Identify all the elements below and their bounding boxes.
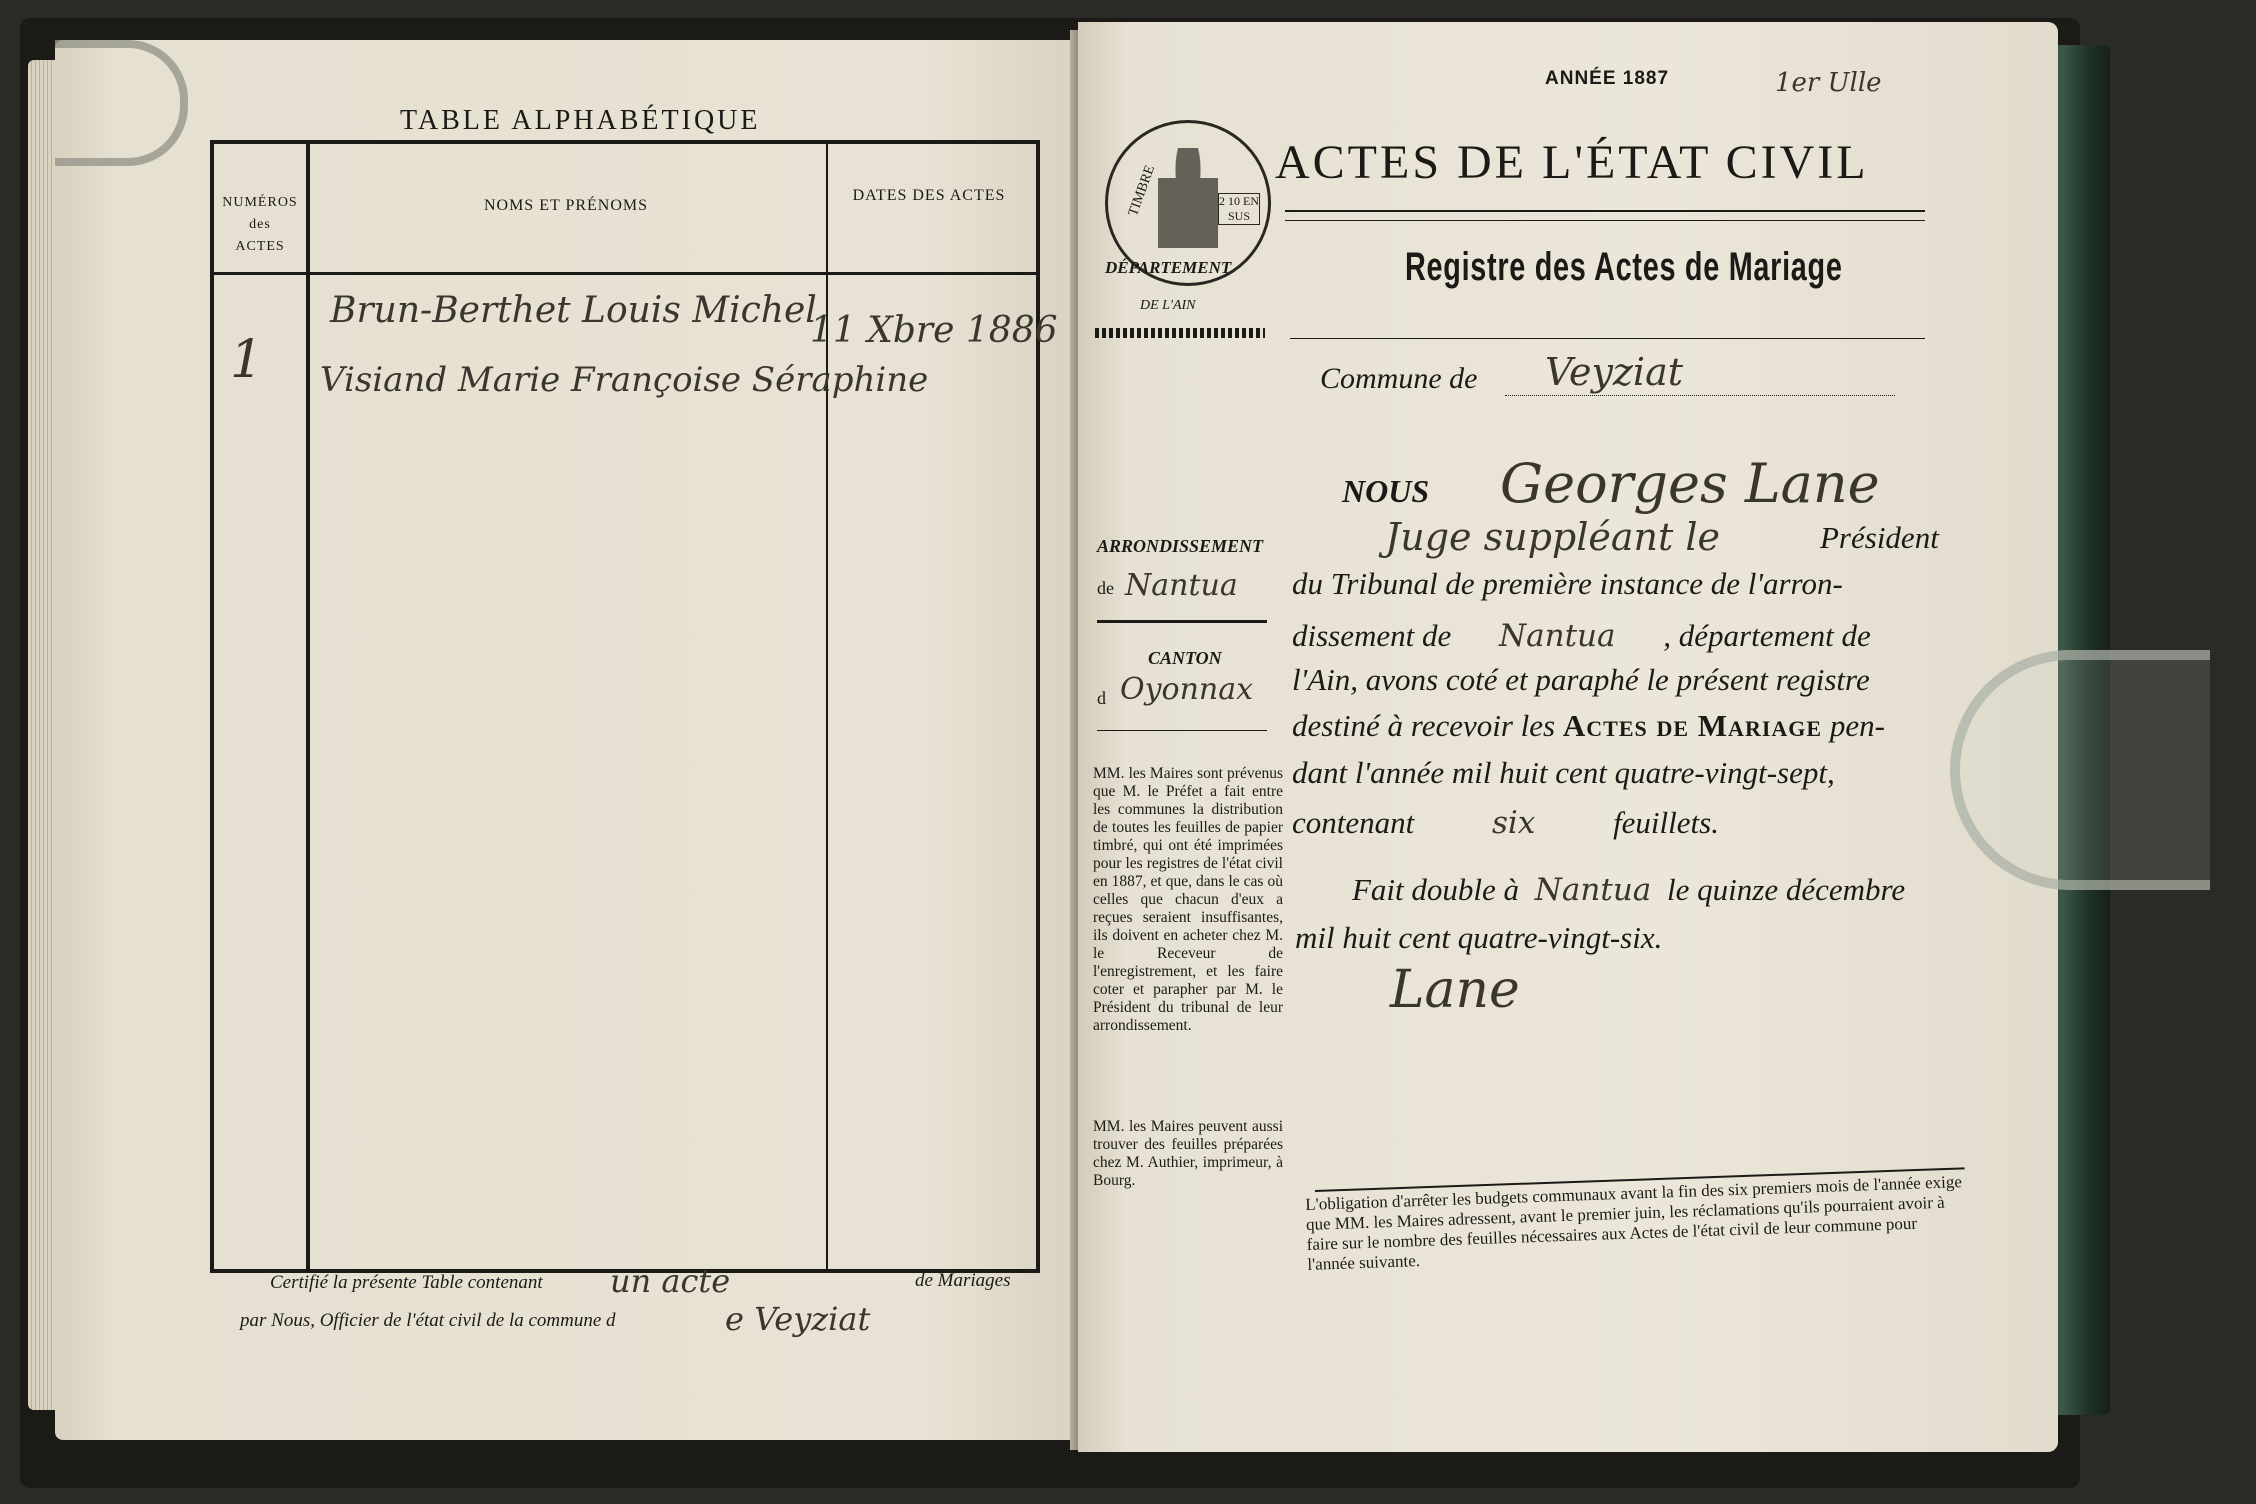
table-row-name-bride: Visiand Marie Françoise Séraphine bbox=[320, 360, 929, 400]
stamp-departement: DÉPARTEMENT bbox=[1105, 258, 1232, 277]
column-header-numeros: NUMÉROS des ACTES bbox=[222, 195, 298, 254]
page-clip-left bbox=[55, 40, 188, 166]
body-line-1: du Tribunal de première instance de l'arron- bbox=[1292, 566, 1843, 601]
register-subtitle: Registre des Actes de Mariage bbox=[1405, 245, 1843, 289]
stamp-de-l-ain: DE L'AIN bbox=[1140, 298, 1196, 313]
side-note-maires-timbre: MM. les Maires sont prévenus que M. le Préfet a fait entre les communes la distribution de toutes les feuilles de papier timbré, qui ont été imprimées pour les registres de l'état civil en 1887, et que, dans le cas où celles que chacun d'eux a reçues seraient insuffisantes, ils doivent en acheter chez M. le Receveur de l'enregistrement, et les faire coter et parapher par M. le Président du tribunal de leur arrondissement. bbox=[1093, 765, 1283, 1034]
column-header-noms: NOMS ET PRÉNOMS bbox=[483, 197, 649, 214]
footer-note-budgets: L'obligation d'arrêter les budgets communaux avant la fin des six premiers mois de l'année exige que MM. les Maires adressent, avant le premier juin, les réclamations qu'ils pourraient avoir à faire sur le nombre des feuilles nécessaires aux Actes de l'état civil de leur commune pour l'année suivante. bbox=[1305, 1172, 1963, 1274]
subtitle-rule bbox=[1290, 338, 1925, 339]
table-column-divider bbox=[306, 144, 310, 1269]
page-clip-right bbox=[1950, 650, 2210, 890]
body-president: Président bbox=[1820, 520, 1939, 555]
table-row-numero: 1 bbox=[230, 330, 264, 390]
commune-value: Veyziat bbox=[1545, 350, 1684, 394]
title-rule bbox=[1285, 220, 1925, 221]
commune-dotted-line bbox=[1505, 395, 1895, 396]
certification-count: un acte bbox=[610, 1262, 731, 1300]
body-line-3: l'Ain, avons coté et paraphé le présent registre bbox=[1292, 662, 1870, 697]
side-rule bbox=[1097, 730, 1267, 731]
canton-d: d bbox=[1097, 688, 1106, 708]
justice-figure-icon bbox=[1158, 148, 1218, 258]
arrondissement-de: de bbox=[1097, 578, 1114, 598]
table-header-rule bbox=[214, 272, 1036, 275]
certification-line-2: par Nous, Officier de l'état civil de la commune d bbox=[240, 1310, 616, 1331]
judge-name: Georges Lane bbox=[1500, 452, 1880, 515]
certification-line-1: Certifié la présente Table contenant bbox=[270, 1272, 543, 1293]
canton-label: CANTON bbox=[1148, 648, 1222, 668]
table-row-date: 11 Xbre 1886 bbox=[810, 310, 1058, 351]
body-line-4: destiné à recevoir les Actes de Mariage pen- bbox=[1292, 708, 1885, 743]
column-header-dates: DATES DES ACTES bbox=[852, 187, 1006, 204]
stamp-timbre-text: TIMBRE bbox=[1125, 163, 1159, 219]
arrondissement-label: ARRONDISSEMENT bbox=[1097, 536, 1264, 556]
canton-value: Oyonnax bbox=[1120, 672, 1254, 707]
register-title: ACTES DE L'ÉTAT CIVIL bbox=[1275, 136, 1869, 189]
certification-type: de Mariages bbox=[915, 1270, 1011, 1291]
corner-handwritten-note: 1er Ulle bbox=[1775, 68, 1882, 98]
table-row-name-groom: Brun-Berthet Louis Michel bbox=[330, 290, 817, 331]
body-line-5: dant l'année mil huit cent quatre-vingt-sept, bbox=[1292, 755, 1835, 790]
left-page-title: TABLE ALPHABÉTIQUE bbox=[400, 105, 761, 136]
register-year: ANNÉE 1887 bbox=[1545, 68, 1670, 89]
arrondissement-value: Nantua bbox=[1125, 568, 1238, 603]
judge-signature: Lane bbox=[1390, 960, 1520, 1020]
body-line-6: contenant six feuillets. bbox=[1292, 805, 1719, 841]
body-line-7: Fait double à Nantua le quinze décembre bbox=[1352, 872, 1906, 908]
title-rule bbox=[1285, 210, 1925, 212]
stamp-price: 2 10 EN SUS bbox=[1219, 194, 1259, 223]
nous-label: NOUS bbox=[1342, 473, 1430, 509]
side-rule bbox=[1097, 620, 1267, 623]
body-line-2: dissement de Nantua , département de bbox=[1292, 618, 1871, 654]
commune-label: Commune de bbox=[1320, 362, 1478, 395]
side-note-maires-authier: MM. les Maires peuvent aussi trouver des feuilles préparées chez M. Authier, imprimeur, à Bourg. bbox=[1093, 1118, 1283, 1189]
judge-title: Juge suppléant le bbox=[1385, 515, 1720, 559]
certification-commune: e Veyziat bbox=[725, 1300, 871, 1338]
stamp-dotted-rule bbox=[1095, 328, 1265, 338]
body-line-8: mil huit cent quatre-vingt-six. bbox=[1295, 920, 1663, 955]
